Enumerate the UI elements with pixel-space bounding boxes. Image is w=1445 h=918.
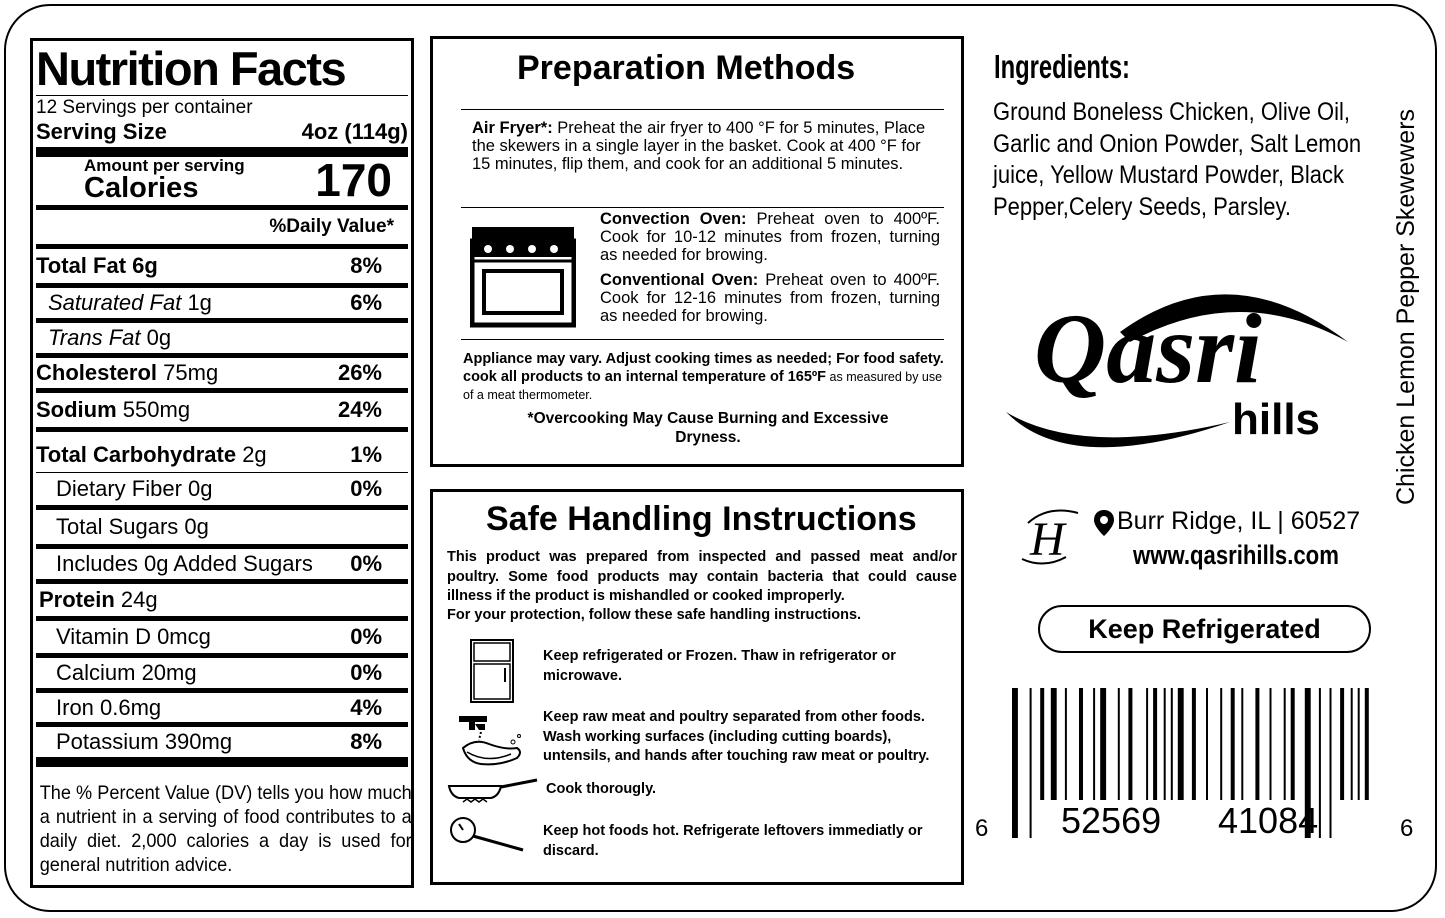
location-pin-icon — [1093, 509, 1115, 537]
nutrient-row-sodium: Sodium 550mg 24% — [36, 397, 382, 422]
nutrition-footnote: The % Percent Value (DV) tells you how much a nutrient in a serving of food contributes to a daily diet. 2,000 calories a day is used for general nutrition advice. — [39, 782, 412, 876]
barcode-left-digit: 6 — [975, 815, 989, 842]
barcode-right-digit: 6 — [1400, 815, 1414, 842]
svg-text:Qasri: Qasri — [1034, 293, 1262, 404]
nutrient-row-cholesterol: Cholesterol 75mg 26% — [36, 360, 382, 385]
servings-per-container: 12 Servings per container — [36, 97, 253, 118]
barcode-bar — [1358, 688, 1360, 800]
barcode-bar — [1079, 688, 1083, 800]
calories-value: 170 — [315, 154, 392, 206]
svg-text:hills: hills — [1232, 395, 1321, 444]
frying-pan-icon — [445, 776, 541, 804]
appliance-note: Appliance may vary. Adjust cooking times as needed; For food safety. cook all products to an internal temperature of 165ºF as measured by use of a meat thermometer. — [463, 351, 944, 402]
barcode-bar — [1284, 688, 1286, 800]
nutrient-row-total-sugars: Total Sugars 0g — [56, 514, 209, 539]
barcode-bar — [1030, 688, 1032, 838]
barcode-bar — [1255, 688, 1259, 800]
barcode-bar — [1093, 688, 1095, 800]
barcode-group-1: 52569 — [1061, 800, 1162, 841]
barcode-bar — [1319, 688, 1321, 838]
monogram-icon — [1018, 505, 1090, 569]
barcode-bar — [1178, 688, 1184, 800]
barcode-bar — [1012, 688, 1018, 838]
barcode-bar — [1171, 688, 1173, 800]
barcode-bar — [1241, 688, 1243, 800]
serving-size-value: 4oz (114g) — [301, 119, 408, 144]
barcode-bar — [1153, 688, 1157, 800]
barcode-bar — [1351, 688, 1353, 800]
air-fryer-instructions: Air Fryer*: Preheat the air fryer to 400 °F for 5 minutes, Place the skewers in a single layer in the basket. Cook at 400 °F for 15 minutes, flip them, and cook for an additional 5 minutes. — [472, 119, 926, 173]
barcode-bar — [1051, 688, 1057, 800]
barcode-bar — [1100, 688, 1106, 800]
safe-step-hot-foods: Keep hot foods hot. Refrigerate leftovers immediatly or discard. — [543, 823, 923, 859]
nutrient-row-trans-fat: Trans Fat 0g — [48, 325, 172, 350]
refrigerator-icon — [469, 638, 515, 704]
nutrient-row-calcium: Calcium 20mg 0% — [56, 660, 382, 685]
overcook-note: *Overcooking May Cause Burning and Excessive Dryness. — [527, 410, 889, 446]
barcode-bar — [1330, 688, 1332, 838]
barcode-bar — [1270, 688, 1272, 800]
nutrient-row-protein: Protein 24g — [39, 587, 158, 612]
safe-step-refrigerate: Keep refrigerated or Frozen. Thaw in refrigerator or microwave. — [543, 648, 896, 684]
barcode-bar — [1365, 688, 1369, 800]
washing-hands-icon — [453, 712, 533, 772]
safe-title: Safe Handling Instructions — [486, 500, 917, 538]
daily-value-header: %Daily Value* — [269, 216, 394, 237]
website-link[interactable]: www.qasrihills.com — [1133, 540, 1339, 570]
safe-step-cook: Cook thorougly. — [546, 781, 657, 797]
barcode-bar — [1291, 688, 1295, 800]
barcode-bar — [1146, 688, 1148, 800]
nutrient-row-total-carbohydrate: Total Carbohydrate 2g 1% — [36, 442, 382, 467]
conventional-instructions: Conventional Oven: Preheat oven to 400ºF. Cook for 12-16 minutes from frozen, turning as needed for browing. — [600, 271, 940, 325]
barcode-bar — [1220, 688, 1222, 800]
barcode-bar — [1231, 688, 1235, 800]
barcode-bar — [1065, 688, 1067, 800]
qasri-hills-logo — [1000, 262, 1360, 462]
calories-row — [36, 154, 408, 206]
barcode-bar — [1164, 688, 1166, 800]
nutrition-facts-panel — [30, 38, 414, 888]
nutrient-row-vitamin-d: Vitamin D 0mcg 0% — [56, 624, 382, 649]
safe-intro-2: For your protection, follow these safe handling instructions. — [447, 607, 862, 623]
keep-refrigerated-badge: Keep Refrigerated — [1038, 605, 1371, 653]
svg-text:H: H — [1030, 513, 1065, 566]
barcode-bar — [1340, 688, 1344, 800]
nutrient-row-iron: Iron 0.6mg 4% — [56, 694, 382, 720]
barcode-bar — [1118, 688, 1120, 800]
safe-step-separate: Keep raw meat and poultry separated from other foods. Wash working surfaces (including cutting boards), untensils, and hands after touching raw meat or poultry. — [543, 709, 930, 764]
nutrient-row-added-sugars: Includes 0g Added Sugars 0% — [56, 551, 382, 576]
barcode-bar — [1040, 688, 1044, 800]
nutrient-row-dietary-fiber: Dietary Fiber 0g 0% — [56, 476, 382, 501]
prep-title: Preparation Methods — [517, 49, 856, 87]
serving-size-label: Serving Size — [36, 119, 167, 144]
barcode-bar — [1192, 688, 1196, 800]
barcode-bar — [1128, 688, 1132, 800]
calories-label: Calories — [84, 172, 199, 204]
ingredients-title: Ingredients: — [994, 48, 1130, 85]
preparation-panel — [430, 36, 964, 467]
thermometer-icon — [447, 814, 527, 854]
nutrient-row-potassium: Potassium 390mg 8% — [56, 729, 382, 754]
serving-size — [36, 119, 408, 147]
address: Burr Ridge, IL | 60527 — [1117, 507, 1361, 535]
ingredients-text: Ground Boneless Chicken, Olive Oil, Garlic and Onion Powder, Salt Lemon juice, Yellow Mustard Powder, Black Pepper,Celery Seeds, Parsley. — [993, 98, 1362, 221]
amount-per-serving: Amount per serving — [84, 156, 245, 175]
safe-intro: This product was prepared from inspected and passed meat and/or poultry. Some food products may contain bacteria that could cause illness if the product is mishandled or cooked improperly. — [447, 549, 957, 604]
barcode-group-2: 41084 — [1218, 800, 1319, 841]
nutrient-row-saturated-fat: Saturated Fat 1g 6% — [48, 290, 382, 315]
oven-icon — [470, 225, 576, 329]
safe-handling-panel — [430, 489, 964, 885]
barcode-bar — [1206, 688, 1208, 800]
product-name: Chicken Lemon Pepper Skewewers — [1392, 108, 1420, 505]
nutrition-title: Nutrition Facts — [36, 42, 346, 95]
nutrient-row-total-fat: Total Fat 6g 8% — [36, 253, 382, 278]
convection-instructions: Convection Oven: Preheat oven to 400ºF. Cook for 10-12 minutes from frozen, turning as needed for browing. — [600, 210, 941, 264]
